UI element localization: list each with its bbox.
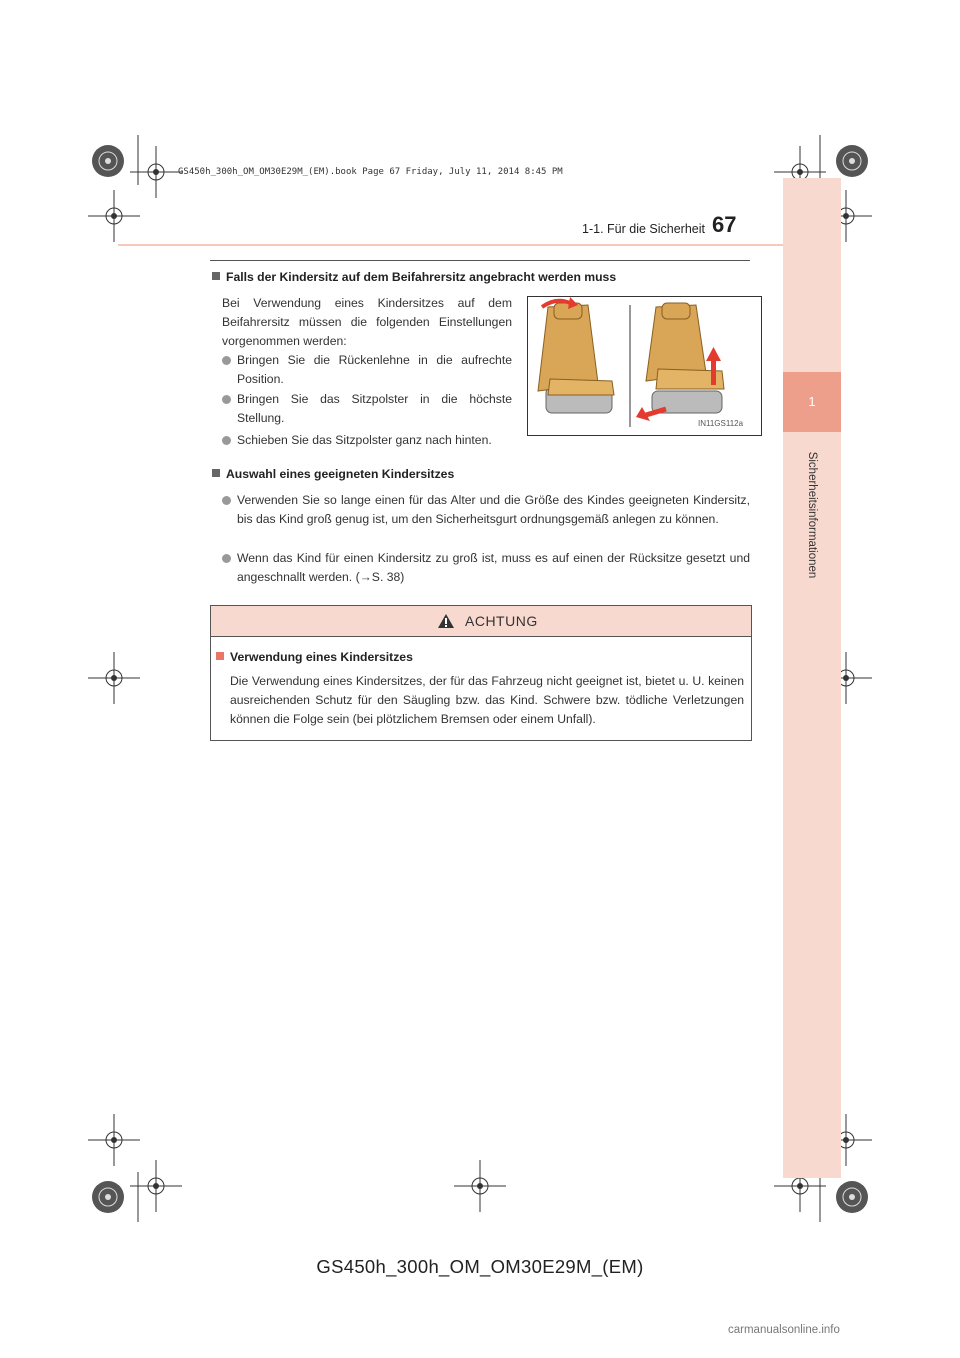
square-bullet-icon — [212, 469, 220, 477]
footer-code: GS450h_300h_OM_OM30E29M_(EM) — [316, 1256, 644, 1277]
bullet-icon — [222, 554, 231, 563]
bullet-icon — [222, 356, 231, 365]
bullet-icon — [222, 395, 231, 404]
list-item: Verwenden Sie so lange einen für das Alter und die Größe des Kindes geeigneten Kindersitz, bis das Kind groß genug ist, um den Sicherheitsgurt ordnungsgemäß anlegen zu können. — [222, 491, 750, 529]
square-bullet-icon — [212, 272, 220, 280]
page-number: 67 — [712, 212, 737, 237]
warning-header — [211, 606, 751, 637]
content-rule — [210, 260, 750, 261]
bullet-icon — [222, 436, 231, 445]
warning-triangle-icon — [437, 613, 455, 629]
warning-text: Die Verwendung eines Kindersitzes, der für das Fahrzeug nicht geeignet ist, bietet u. U. keinen ausreichenden Schutz für den Säugling bzw. das Kind. Schwere bzw. tödliche Verletzungen können die Folge sein (bei plötzlichem Bremsen oder einem Unfall). — [230, 674, 744, 726]
side-tab — [783, 178, 841, 1178]
list-item: Bringen Sie die Rückenlehne in die aufrechte Position. — [222, 351, 512, 389]
chapter-title: Sicherheitsinformationen — [806, 451, 818, 579]
list-item: Bringen Sie das Sitzpolster in die höchste Stellung. — [222, 390, 512, 428]
bullet-icon — [222, 496, 231, 505]
section-intro: Bei Verwendung eines Kindersitzes auf dem Beifahrersitz müssen die folgenden Einstellungen vorgenommen werden: — [222, 296, 512, 348]
list-item — [222, 549, 750, 587]
square-bullet-icon — [216, 652, 224, 660]
section-header: 1-1. Für die Sicherheit — [582, 222, 705, 236]
section-heading: Falls der Kindersitz auf dem Beifahrersitz angebracht werden muss — [212, 270, 752, 284]
chapter-number: 1 — [783, 372, 841, 432]
watermark: carmanualsonline.info — [728, 1324, 840, 1336]
page-reference-link[interactable]: Wenn das Kind für einen Kindersitz zu groß ist, muss es auf einen der Rücksitze gesetzt und angeschnallt werden. (→S. 38) — [237, 551, 750, 584]
list-item: Schieben Sie das Sitzpolster ganz nach hinten. — [222, 431, 512, 450]
print-header: GS450h_300h_OM_OM30E29M_(EM).book Page 67 Friday, July 11, 2014 8:45 PM — [178, 167, 563, 177]
warning-heading: Verwendung eines Kindersitzes — [216, 650, 746, 664]
seat-adjustment-figure — [527, 296, 762, 436]
seat-illustration-icon — [528, 297, 761, 435]
header-rule — [118, 244, 783, 246]
figure-code: IN11GS112a — [698, 419, 744, 428]
section-heading: Auswahl eines geeigneten Kindersitzes — [212, 467, 752, 481]
warning-box — [210, 605, 752, 741]
warning-title: ACHTUNG — [465, 613, 538, 629]
